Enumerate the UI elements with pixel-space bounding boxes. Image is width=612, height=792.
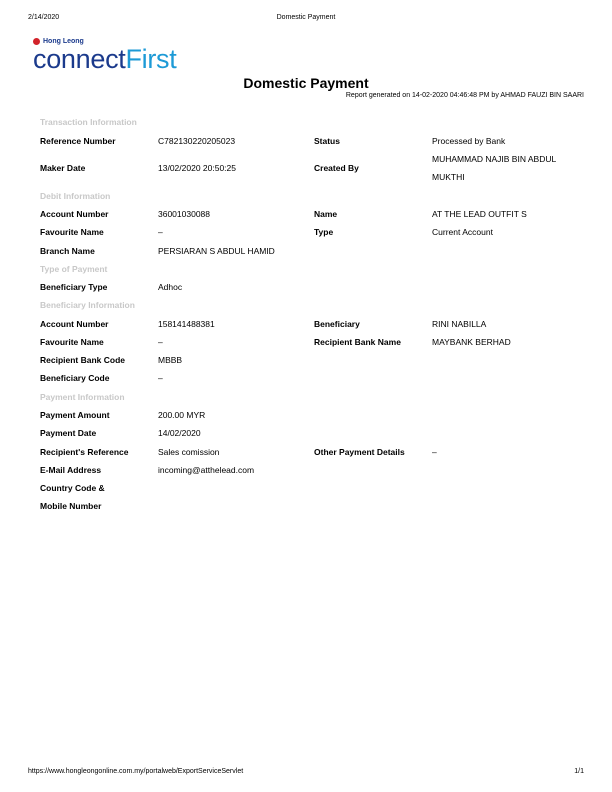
status-value: Processed by Bank bbox=[432, 136, 506, 146]
recipient-bank-name-value: MAYBANK BERHAD bbox=[432, 337, 511, 347]
print-doc-title: Domestic Payment bbox=[276, 14, 336, 21]
debit-name-label: Name bbox=[314, 209, 338, 219]
recipient-bank-name-label: Recipient Bank Name bbox=[314, 337, 401, 347]
section-type-of-payment: Type of Payment bbox=[40, 264, 108, 274]
footer-url: https://www.hongleongonline.com.my/portalweb/ExportServiceServlet bbox=[28, 768, 244, 775]
reference-number-value: C782130220205023 bbox=[158, 136, 236, 146]
maker-date-label: Maker Date bbox=[40, 163, 86, 173]
other-payment-details-value: – bbox=[432, 447, 437, 457]
branch-name-value: PERSIARAN S ABDUL HAMID bbox=[158, 246, 275, 256]
beneficiary-favourite-name-label: Favourite Name bbox=[40, 337, 104, 347]
reference-number-label: Reference Number bbox=[40, 136, 116, 146]
section-beneficiary-information: Beneficiary Information bbox=[40, 300, 135, 310]
beneficiary-account-number-value: 158141488381 bbox=[158, 319, 215, 329]
debit-type-value: Current Account bbox=[432, 227, 493, 237]
debit-favourite-name-value: – bbox=[158, 227, 163, 237]
recipient-bank-code-label: Recipient Bank Code bbox=[40, 355, 126, 365]
payment-amount-label: Payment Amount bbox=[40, 410, 110, 420]
beneficiary-code-value: – bbox=[158, 373, 163, 383]
created-by-label: Created By bbox=[314, 163, 359, 173]
other-payment-details-label: Other Payment Details bbox=[314, 447, 405, 457]
created-by-value-line2: MUKTHI bbox=[432, 172, 465, 182]
wordmark-first: First bbox=[125, 44, 177, 74]
email-address-value: incoming@atthelead.com bbox=[158, 465, 255, 475]
country-code-label-line1: Country Code & bbox=[40, 483, 105, 493]
print-date: 2/14/2020 bbox=[28, 14, 60, 21]
section-debit-information: Debit Information bbox=[40, 191, 111, 201]
section-payment-information: Payment Information bbox=[40, 392, 125, 402]
beneficiary-code-label: Beneficiary Code bbox=[40, 373, 110, 383]
country-code-label-line2: Mobile Number bbox=[40, 501, 102, 511]
created-by-value-line1: MUHAMMAD NAJIB BIN ABDUL bbox=[432, 154, 557, 164]
page-title: Domestic Payment bbox=[243, 75, 369, 91]
wordmark-connect: connect bbox=[33, 44, 126, 74]
brand-name: Hong Leong bbox=[43, 38, 84, 45]
debit-favourite-name-label: Favourite Name bbox=[40, 227, 104, 237]
hong-leong-logo bbox=[33, 38, 176, 73]
debit-account-number-value: 36001030088 bbox=[158, 209, 211, 219]
footer-page-number: 1/1 bbox=[574, 768, 584, 775]
beneficiary-type-value: Adhoc bbox=[158, 282, 183, 292]
maker-date-value: 13/02/2020 20:50:25 bbox=[158, 163, 236, 173]
payment-date-value: 14/02/2020 bbox=[158, 428, 201, 438]
branch-name-label: Branch Name bbox=[40, 246, 95, 256]
beneficiary-type-label: Beneficiary Type bbox=[40, 282, 108, 292]
payment-date-label: Payment Date bbox=[40, 428, 97, 438]
beneficiary-account-number-label: Account Number bbox=[40, 319, 109, 329]
recipient-bank-code-value: MBBB bbox=[158, 355, 183, 365]
debit-name-value: AT THE LEAD OUTFIT S bbox=[432, 209, 527, 219]
debit-type-label: Type bbox=[314, 227, 334, 237]
section-transaction-information: Transaction Information bbox=[40, 117, 137, 127]
recipients-reference-value: Sales comission bbox=[158, 447, 220, 457]
beneficiary-favourite-name-value: – bbox=[158, 337, 163, 347]
recipients-reference-label: Recipient's Reference bbox=[40, 447, 129, 457]
email-address-label: E-Mail Address bbox=[40, 465, 102, 475]
report-generated-note: Report generated on 14-02-2020 04:46:48 PM by AHMAD FAUZI BIN SAARI bbox=[345, 92, 584, 99]
beneficiary-value: RINI NABILLA bbox=[432, 319, 487, 329]
status-label: Status bbox=[314, 136, 340, 146]
beneficiary-label: Beneficiary bbox=[314, 319, 360, 329]
payment-amount-value: 200.00 MYR bbox=[158, 410, 206, 420]
debit-account-number-label: Account Number bbox=[40, 209, 109, 219]
connectfirst-wordmark bbox=[33, 46, 176, 73]
